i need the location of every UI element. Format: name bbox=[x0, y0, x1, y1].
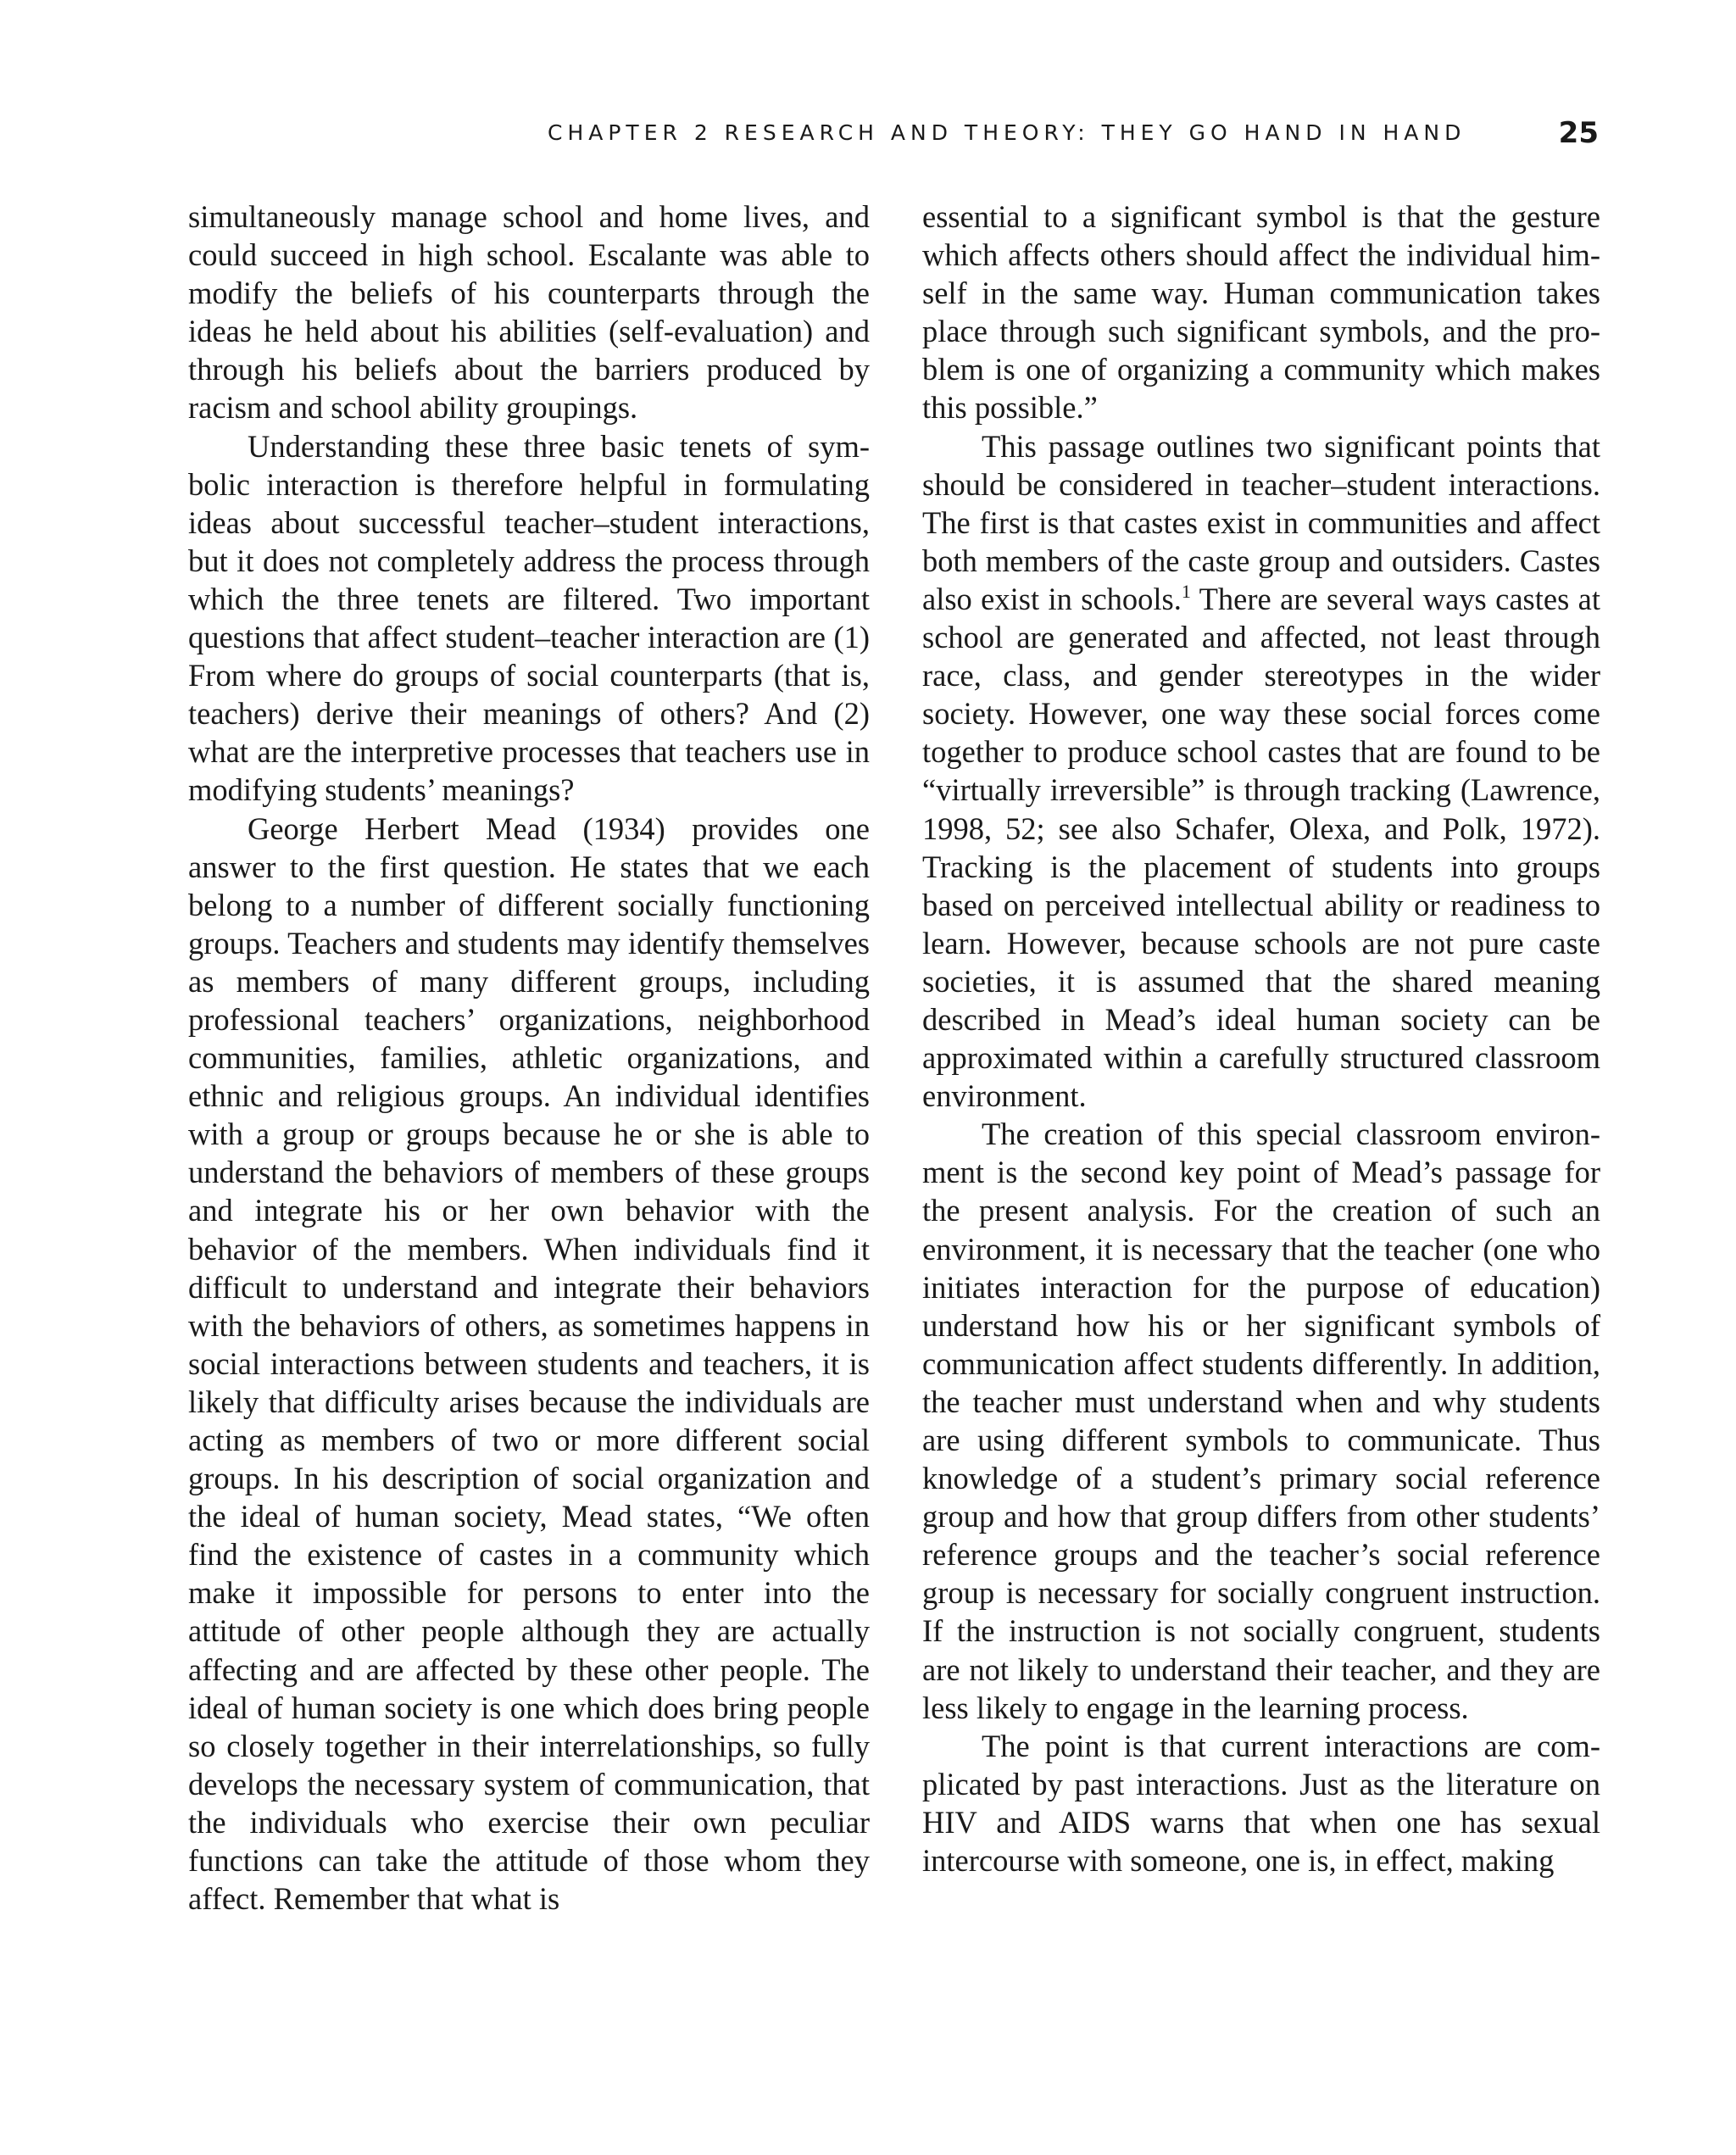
footnote-reference[interactable]: 1 bbox=[1181, 580, 1191, 602]
page-number: 25 bbox=[1558, 116, 1599, 150]
left-column bbox=[188, 198, 870, 1918]
paragraph: George Herbert Mead (1934) provides one answer to the first question. He states that we each belong to a number of different socially functioning groups. Teachers and students may identify themselves as members of many different groups, including professional teachers’ organizations, neighborhood communities, families, athletic organizations, and ethnic and religious groups. An individual identifies with a group or groups because he or she is able to understand the behaviors of members of these groups and integrate his or her own behavior with the behavior of the members. When individuals find it difficult to understand and integrate their behaviors with the behaviors of others, as sometimes happens in social interactions between students and teachers, it is likely that difficulty arises because the individuals are acting as members of two or more different social groups. In his description of social organization and the ideal of human society, Mead states, “We often find the existence of castes in a community which make it impossible for persons to enter into the attitude of other people although they are actually affecting and are affected by these other people. The ideal of human society is one which does bring people so closely together in their interrelationships, so fully develops the necessary system of communication, that the individuals who exercise their own peculiar functions can take the attitude of those whom they affect. Remember that what is bbox=[188, 810, 870, 1917]
paragraph: The point is that current interactions are complicated by past interactions. Just as the literature on HIV and AIDS warns that when one has sexual intercourse with someone, one is, in effect, making bbox=[922, 1728, 1600, 1879]
paragraph-text: There are several ways castes at school are generated and affected, not least through race, class, and gender stereotypes in the wider society. However, one way these social forces come together to produce school castes that are found to be “virtually irreversible” is through tracking (Lawrence, 1998, 52; see also Schafer, Olexa, and Polk, 1972). Tracking is the placement of students into groups based on perceived intellectual ability or readiness to learn. However, because schools are not pure caste societies, it is assumed that the shared meaning described in Mead’s ideal human society can be approximated within a carefully structured classroom environment. bbox=[922, 581, 1601, 1114]
running-header bbox=[548, 114, 1599, 152]
paragraph-continued: simultaneously manage school and home lives, and could succeed in high school. Escalante was able to modify the beliefs of his counterparts through the ideas he held about his abilities (self-evaluation) and through his beliefs about the barriers produced by racism and school ability groupings. bbox=[188, 199, 870, 426]
paragraph: Understanding these three basic tenets of symbolic interaction is therefore helpful in formulating ideas about successful teacher–student interactions, but it does not completely address the process through which the three tenets are filtered. Two important questions that affect student–teacher interaction are (1) From where do groups of social counterparts (that is, teachers) derive their meanings of others? And (2) what are the interpretive processes that teachers use in modifying students’ meanings? bbox=[188, 428, 870, 808]
paragraph-continued: essential to a significant symbol is that the gesture which affects others should affect the individual himself in the same way. Human communication takes place through such significant symbols, and the problem is one of organizing a community which makes this possible.” bbox=[922, 199, 1600, 426]
right-column bbox=[922, 198, 1600, 1879]
paragraph-text: This passage outlines two significant points that should be considered in teacher–student interactions. The first is that castes exist in communities and affect both members of the caste group and outsiders. Castes also exist in schools. bbox=[922, 428, 1600, 616]
paragraph bbox=[922, 427, 1600, 1116]
paragraph: The creation of this special classroom environment is the second key point of Mead’s passage for the present analysis. For the creation of such an environment, it is necessary that the teacher (one who initiates interaction for the purpose of education) understand how his or her significant symbols of communication affect students differently. In addition, the teacher must understand when and why students are using different symbols to communicate. Thus knowledge of a student’s primary social reference group and how that group differs from other students’ reference groups and the teacher’s social reference group is necessary for socially congruent instruction. If the instruction is not socially congruent, students are not likely to understand their teacher, and they are less likely to engage in the learning process. bbox=[922, 1116, 1600, 1725]
chapter-running-title: CHAPTER 2 RESEARCH AND THEORY: THEY GO HAND IN HAND bbox=[548, 120, 1466, 145]
